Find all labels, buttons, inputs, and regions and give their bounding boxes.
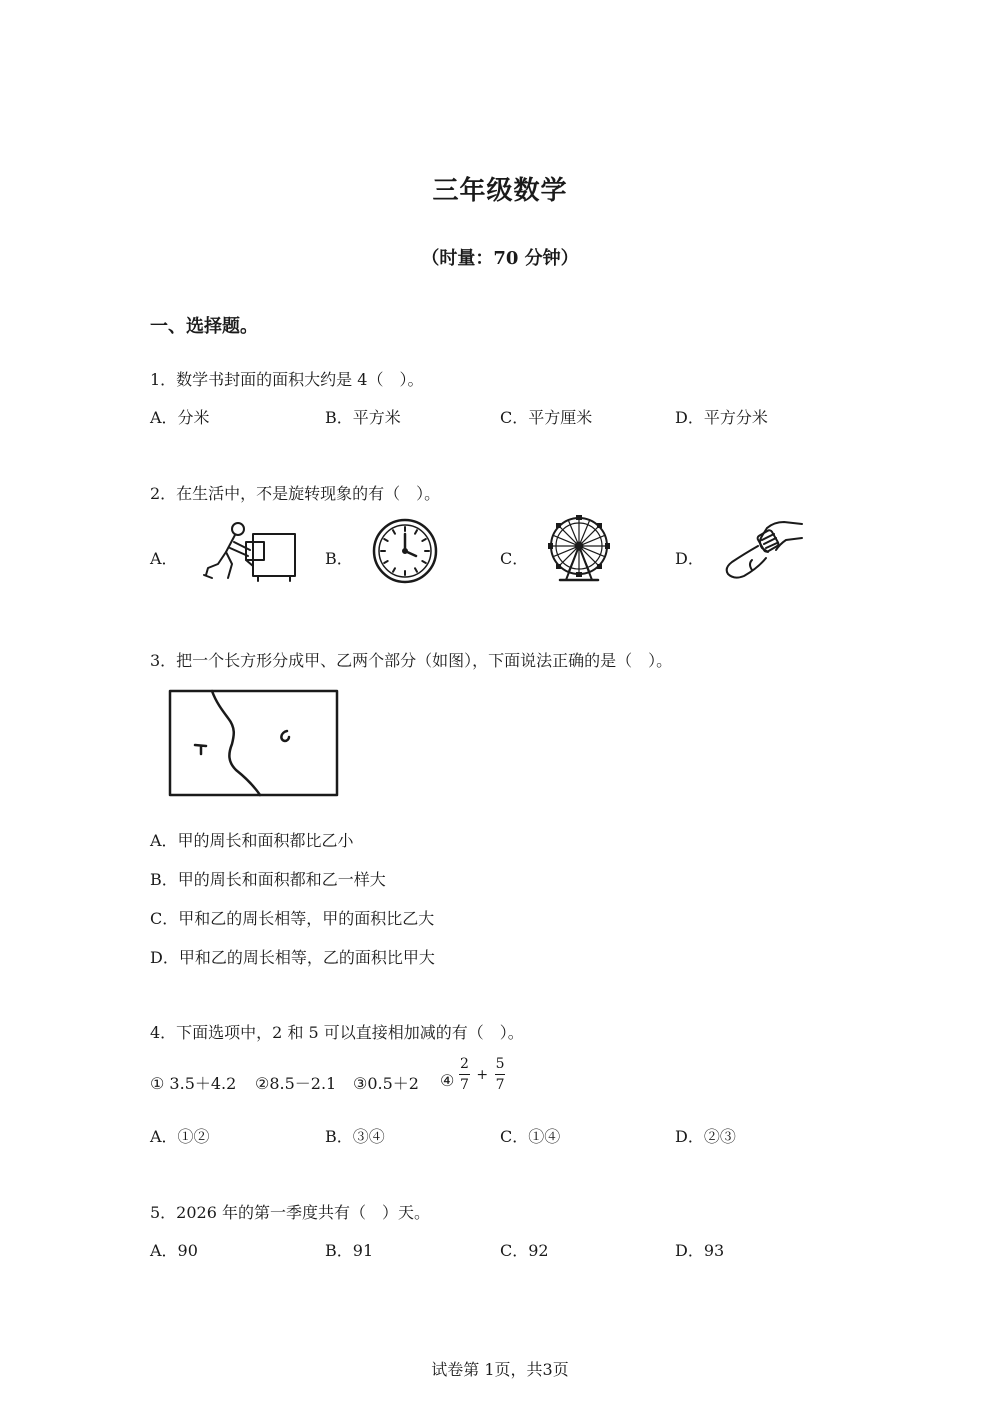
page-title: 三年级数学 — [432, 176, 568, 206]
fraction-five-sevenths — [495, 1056, 506, 1093]
question-2-option-b[interactable]: B． — [325, 549, 353, 568]
question-3-option-b[interactable]: B．甲的周长和面积都和乙一样大 — [150, 870, 386, 889]
question-3-stem: 3．把一个长方形分成甲、乙两个部分（如图），下面说法正确的是（ ）。 — [150, 651, 673, 670]
question-4-item-1: ① 3.5＋4.2 — [150, 1074, 237, 1093]
question-2-option-d[interactable]: D． — [675, 549, 704, 568]
question-4-fraction-expression — [459, 1056, 505, 1093]
fraction-numerator: 2 — [459, 1056, 470, 1075]
question-1-option-c[interactable]: C．平方厘米 — [500, 408, 593, 427]
question-4-item-2: ②8.5－2.1 — [255, 1074, 337, 1093]
question-2-stem: 2．在生活中，不是旋转现象的有（ ）。 — [150, 484, 441, 503]
question-3-option-a[interactable]: A．甲的周长和面积都比乙小 — [150, 831, 354, 850]
question-4-item-4: ④ — [440, 1071, 455, 1090]
question-3-option-d[interactable]: D．甲和乙的周长相等，乙的面积比甲大 — [150, 948, 435, 967]
question-1-option-a[interactable]: A．分米 — [150, 408, 210, 427]
question-4-item-3: ③0.5＋2 — [353, 1074, 419, 1093]
fraction-denominator: 7 — [460, 1077, 469, 1093]
question-1-option-b[interactable]: B．平方米 — [325, 408, 401, 427]
question-4-option-c[interactable]: C．①④ — [500, 1127, 561, 1146]
time-limit: （时量：70 分钟） — [421, 248, 579, 269]
question-4-stem: 4．下面选项中，2 和 5 可以直接相加减的有（ ）。 — [150, 1023, 524, 1042]
question-1-stem: 1．数学书封面的面积大约是 4（ ）。 — [150, 370, 424, 389]
fraction-numerator: 5 — [495, 1056, 506, 1075]
page-footer: 试卷第 1页，共3页 — [431, 1360, 569, 1379]
fraction-denominator: 7 — [495, 1077, 505, 1093]
question-4-option-b[interactable]: B．③④ — [325, 1127, 385, 1146]
question-5-option-a[interactable]: A．90 — [150, 1241, 198, 1260]
pulling-drawer-icon — [198, 520, 298, 582]
light-bulb-hand-icon — [722, 518, 804, 582]
question-1-option-d[interactable]: D．平方分米 — [675, 408, 768, 427]
question-5-option-c[interactable]: C．92 — [500, 1241, 549, 1260]
ferris-wheel-icon — [546, 514, 612, 584]
question-5-stem: 5．2026 年的第一季度共有（ ）天。 — [150, 1203, 430, 1222]
divided-rectangle-figure — [166, 688, 342, 800]
section-heading: 一、选择题。 — [150, 316, 258, 337]
question-4-option-a[interactable]: A．①② — [150, 1127, 210, 1146]
question-5-option-d[interactable]: D．93 — [675, 1241, 725, 1260]
question-5-option-b[interactable]: B．91 — [325, 1241, 374, 1260]
fraction-two-sevenths — [459, 1056, 470, 1093]
question-2-option-c[interactable]: C． — [500, 549, 529, 568]
clock-icon — [372, 518, 438, 584]
fraction-plus-sign: + — [476, 1066, 489, 1083]
question-2-option-a[interactable]: A． — [150, 549, 178, 568]
question-3-option-c[interactable]: C．甲和乙的周长相等，甲的面积比乙大 — [150, 909, 435, 928]
question-4-option-d[interactable]: D．②③ — [675, 1127, 736, 1146]
